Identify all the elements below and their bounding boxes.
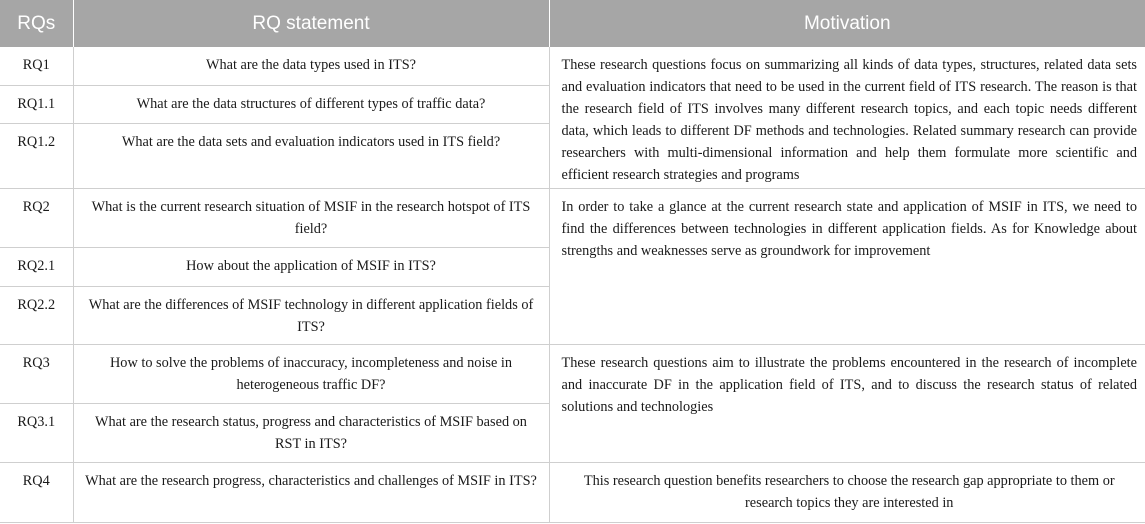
header-rqs: RQs: [0, 0, 73, 47]
rq-id: RQ4: [0, 462, 73, 522]
rq-id: RQ2: [0, 188, 73, 247]
rq-motivation: These research questions focus on summarizing all kinds of data types, structures, related data sets and evaluation indicators that need to be used in the current field of ITS research. The reason is that the research field of ITS involves many different research topics, and each topic needs different data, which leads to different DF methods and technologies. Related summary research can provide researchers with multi-dimensional information and help them formulate more scientific and efficient research strategies and programs: [549, 47, 1145, 188]
rq-statement: What are the differences of MSIF technology in different application fields of ITS?: [73, 286, 549, 344]
rq-id: RQ1.2: [0, 123, 73, 188]
table-row: [0, 462, 1145, 522]
rq-statement: What are the data sets and evaluation indicators used in ITS field?: [73, 123, 549, 188]
rq-id: RQ3: [0, 344, 73, 403]
table-row: [0, 344, 1145, 403]
rq-motivation: This research question benefits researchers to choose the research gap appropriate to them or research topics they are interested in: [549, 462, 1145, 522]
rq-statement: What are the research status, progress and characteristics of MSIF based on RST in ITS?: [73, 403, 549, 462]
table-row: [0, 47, 1145, 85]
rq-motivation: These research questions aim to illustrate the problems encountered in the research of incomplete and inaccurate DF in the application field of ITS, and to discuss the research status of related solutions and technologies: [549, 344, 1145, 462]
rq-statement: How about the application of MSIF in ITS?: [73, 247, 549, 286]
rq-id: RQ1: [0, 47, 73, 85]
table-header: [0, 0, 1145, 47]
rq-id: RQ2.2: [0, 286, 73, 344]
rq-statement: What is the current research situation of MSIF in the research hotspot of ITS field?: [73, 188, 549, 247]
rq-id: RQ3.1: [0, 403, 73, 462]
rq-statement: What are the research progress, characteristics and challenges of MSIF in ITS?: [73, 462, 549, 522]
header-row: [0, 0, 1145, 47]
rq-statement: How to solve the problems of inaccuracy, incompleteness and noise in heterogeneous traffic DF?: [73, 344, 549, 403]
header-motivation: Motivation: [549, 0, 1145, 47]
rq-id: RQ1.1: [0, 85, 73, 123]
rq-statement: What are the data types used in ITS?: [73, 47, 549, 85]
table-body: [0, 47, 1145, 522]
table-row: [0, 188, 1145, 247]
rq-id: RQ2.1: [0, 247, 73, 286]
rq-statement: What are the data structures of different types of traffic data?: [73, 85, 549, 123]
header-rq-statement: RQ statement: [73, 0, 549, 47]
rq-motivation: In order to take a glance at the current research state and application of MSIF in ITS, we need to find the differences between technologies in different application fields. As for Knowledge about strengths and weaknesses serve as groundwork for improvement: [549, 188, 1145, 344]
